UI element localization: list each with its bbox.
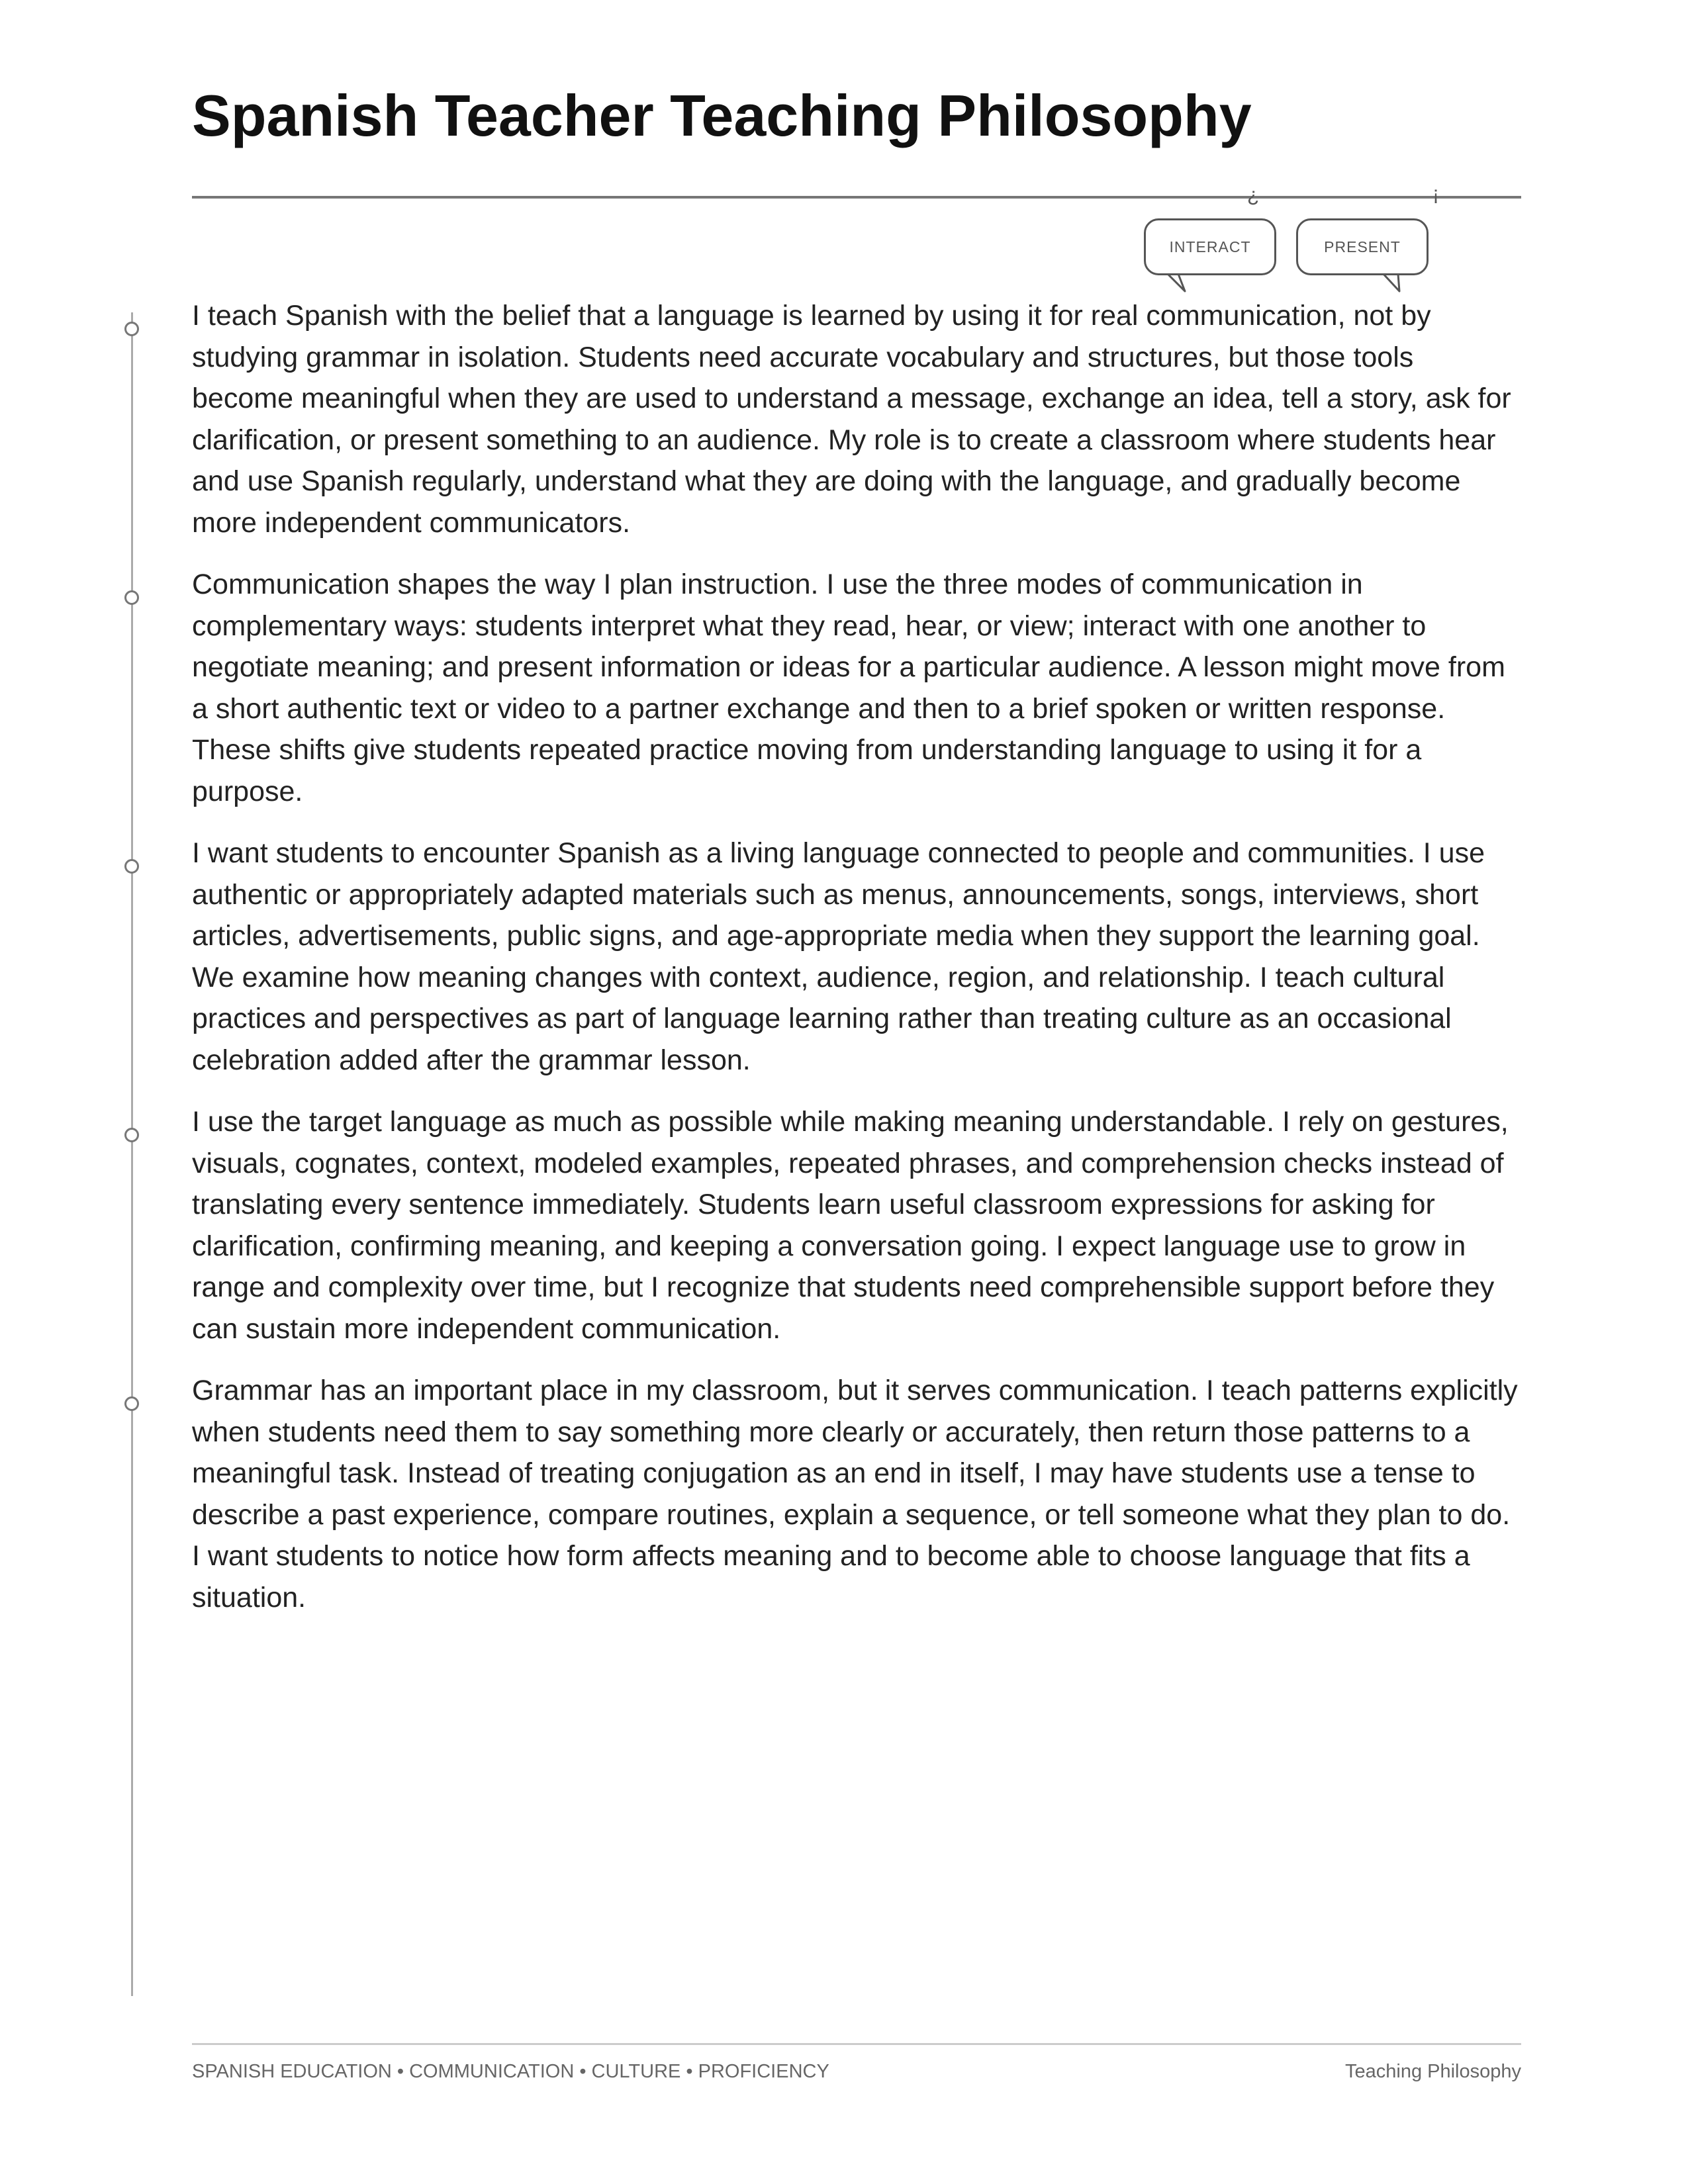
timeline-node (124, 1396, 139, 1411)
paragraph-modes-of-communication: Communication shapes the way I plan instruction. I use the three modes of communication in complementary ways: students interpret what they read, hear, or view; interact with one another to negotiate meaning; and present information or ideas for a particular audience. A lesson might move from a short authentic text or video to a partner exchange and then to a brief spoken or written response. These shifts give students repeated practice moving from understanding language to using it for a purpose. (192, 569, 1505, 807)
page-title: Spanish Teacher Teaching Philosophy (192, 83, 1252, 148)
paragraph-target-language: I use the target language as much as possible while making meaning understandable. I rely on gestures, visuals, cognates, context, modeled examples, repeated phrases, and comprehension checks instead of translating every sentence immediately. Students learn useful classroom expressions for asking for clarification, confirming meaning, and keeping a conversation going. I expect language use to grow in range and complexity over time, but I recognize that students need comprehensible support before they can sustain more independent communication. (192, 1106, 1509, 1345)
speech-bubble-tails (0, 0, 1688, 304)
timeline-node (124, 859, 139, 874)
paragraph-grammar: Grammar has an important place in my classroom, but it serves communication. I teach patterns explicitly when students need them to say something more clearly or accurately, then return those patterns to a meaningful task. Instead of treating conjugation as an end in itself, I may have students use a tense to describe a past experience, compare routines, explain a sequence, or tell someone what they plan to do. I want students to notice how form affects meaning and to become able to choose language that fits a situation. (192, 1375, 1518, 1614)
timeline-node (124, 322, 139, 336)
paragraph-communication-belief: I teach Spanish with the belief that a language is learned by using it for real communication, not by studying grammar in isolation. Students need accurate vocabulary and structures, but those tools become meaningful when they are used to understand a message, exchange an idea, tell a story, ask for clarification, or present something to an audience. My role is to create a classroom where students hear and use Spanish regularly, understand what they are doing with the language, and gradually become more independent communicators. (192, 300, 1511, 539)
present-bubble-tail (1382, 273, 1399, 291)
timeline-line (131, 312, 133, 1996)
inverted-exclamation-mark: ¡ (1432, 183, 1439, 205)
footer-left-text: SPANISH EDUCATION • COMMUNICATION • CULTURE • PROFICIENCY (192, 2061, 829, 2082)
interact-speech-bubble: INTERACT (1144, 218, 1276, 275)
present-speech-bubble: PRESENT (1296, 218, 1429, 275)
paragraph-living-language-culture: I want students to encounter Spanish as a living language connected to people and communities. I use authentic or appropriately adapted materials such as menus, announcements, songs, interviews, short articles, advertisements, public signs, and age-appropriate media when they support the learning goal. We examine how meaning changes with context, audience, region, and relationship. I teach cultural practices and perspectives as part of language learning rather than treating culture as an occasional celebration added after the grammar lesson. (192, 837, 1485, 1076)
timeline-node (124, 590, 139, 605)
timeline-node (124, 1128, 139, 1142)
footer-divider (192, 2043, 1521, 2045)
interact-bubble-tail (1166, 273, 1185, 291)
footer-right-text: Teaching Philosophy (1344, 2061, 1521, 2082)
inverted-question-mark: ¿ (1247, 184, 1260, 206)
